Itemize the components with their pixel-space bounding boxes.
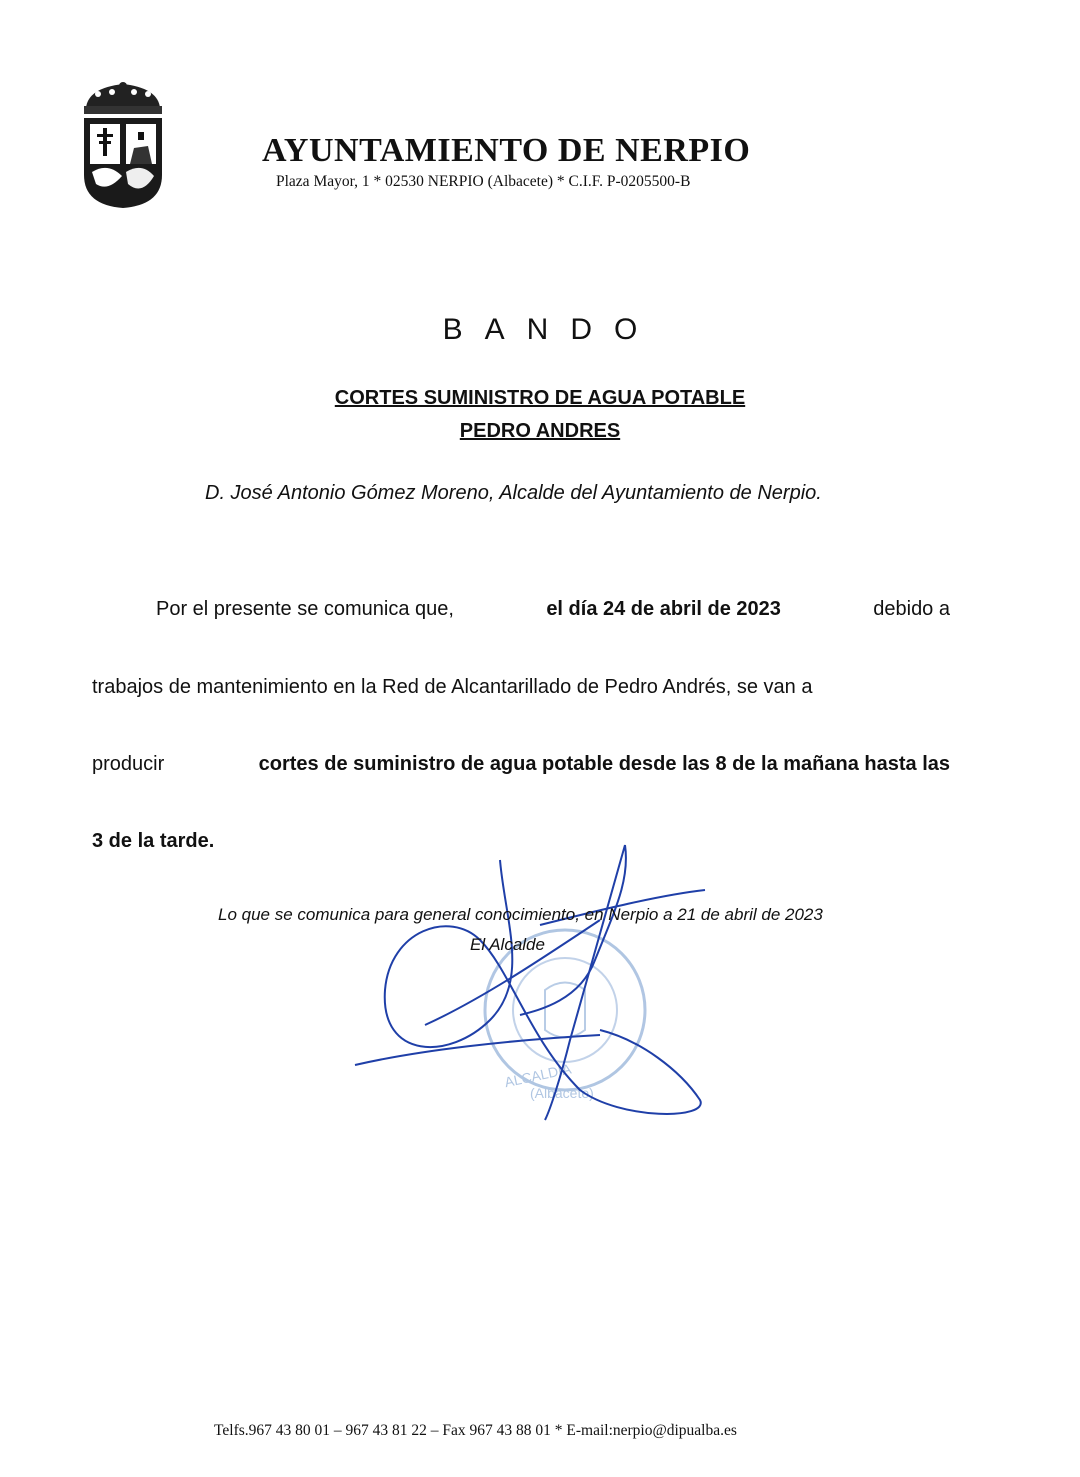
- municipal-coat-of-arms-icon: [78, 80, 168, 210]
- svg-text:ALCALDIA: ALCALDIA: [503, 1060, 573, 1091]
- body-bold-text: 3 de la tarde.: [92, 830, 215, 852]
- body-text: Por el presente se comunica que,: [156, 598, 454, 620]
- organization-title: AYUNTAMIENTO DE NERPIO: [262, 132, 751, 169]
- body-date-bold: el día 24 de abril de 2023: [546, 598, 781, 620]
- notice-heading: BANDO: [442, 313, 660, 346]
- footer-contact: Telfs.967 43 80 01 – 967 43 81 22 – Fax 967 43 88 01 * E-mail:nerpio@dipualba.es: [214, 1422, 737, 1439]
- body-bold-text: cortes de suministro de agua potable desde las 8 de la mañana hasta las: [258, 753, 950, 775]
- organization-address: Plaza Mayor, 1 * 02530 NERPIO (Albacete) * C.I.F. P-0205500-B: [276, 173, 691, 190]
- body-line-2: [92, 676, 950, 699]
- subject-line-2: PEDRO ANDRES: [459, 420, 621, 442]
- official-stamp: [485, 930, 645, 1101]
- body-text: producir: [92, 753, 165, 775]
- body-text: debido a: [873, 598, 950, 620]
- body-line-1: [156, 598, 950, 621]
- signer-title: El Alcalde: [470, 935, 545, 954]
- subject-line-1: CORTES SUMINISTRO DE AGUA POTABLE: [334, 387, 746, 409]
- body-line-3: [92, 753, 950, 776]
- body-text: trabajos de mantenimiento en la Red de Alcantarillado de Pedro Andrés, se van a: [92, 676, 813, 698]
- stamp-and-signature: [340, 840, 720, 1130]
- issuer-line: D. José Antonio Gómez Moreno, Alcalde del Ayuntamiento de Nerpio.: [205, 482, 822, 504]
- closing-statement: Lo que se comunica para general conocimiento, en Nerpio a 21 de abril de 2023: [218, 905, 823, 924]
- svg-text:(Albacete): (Albacete): [530, 1085, 594, 1101]
